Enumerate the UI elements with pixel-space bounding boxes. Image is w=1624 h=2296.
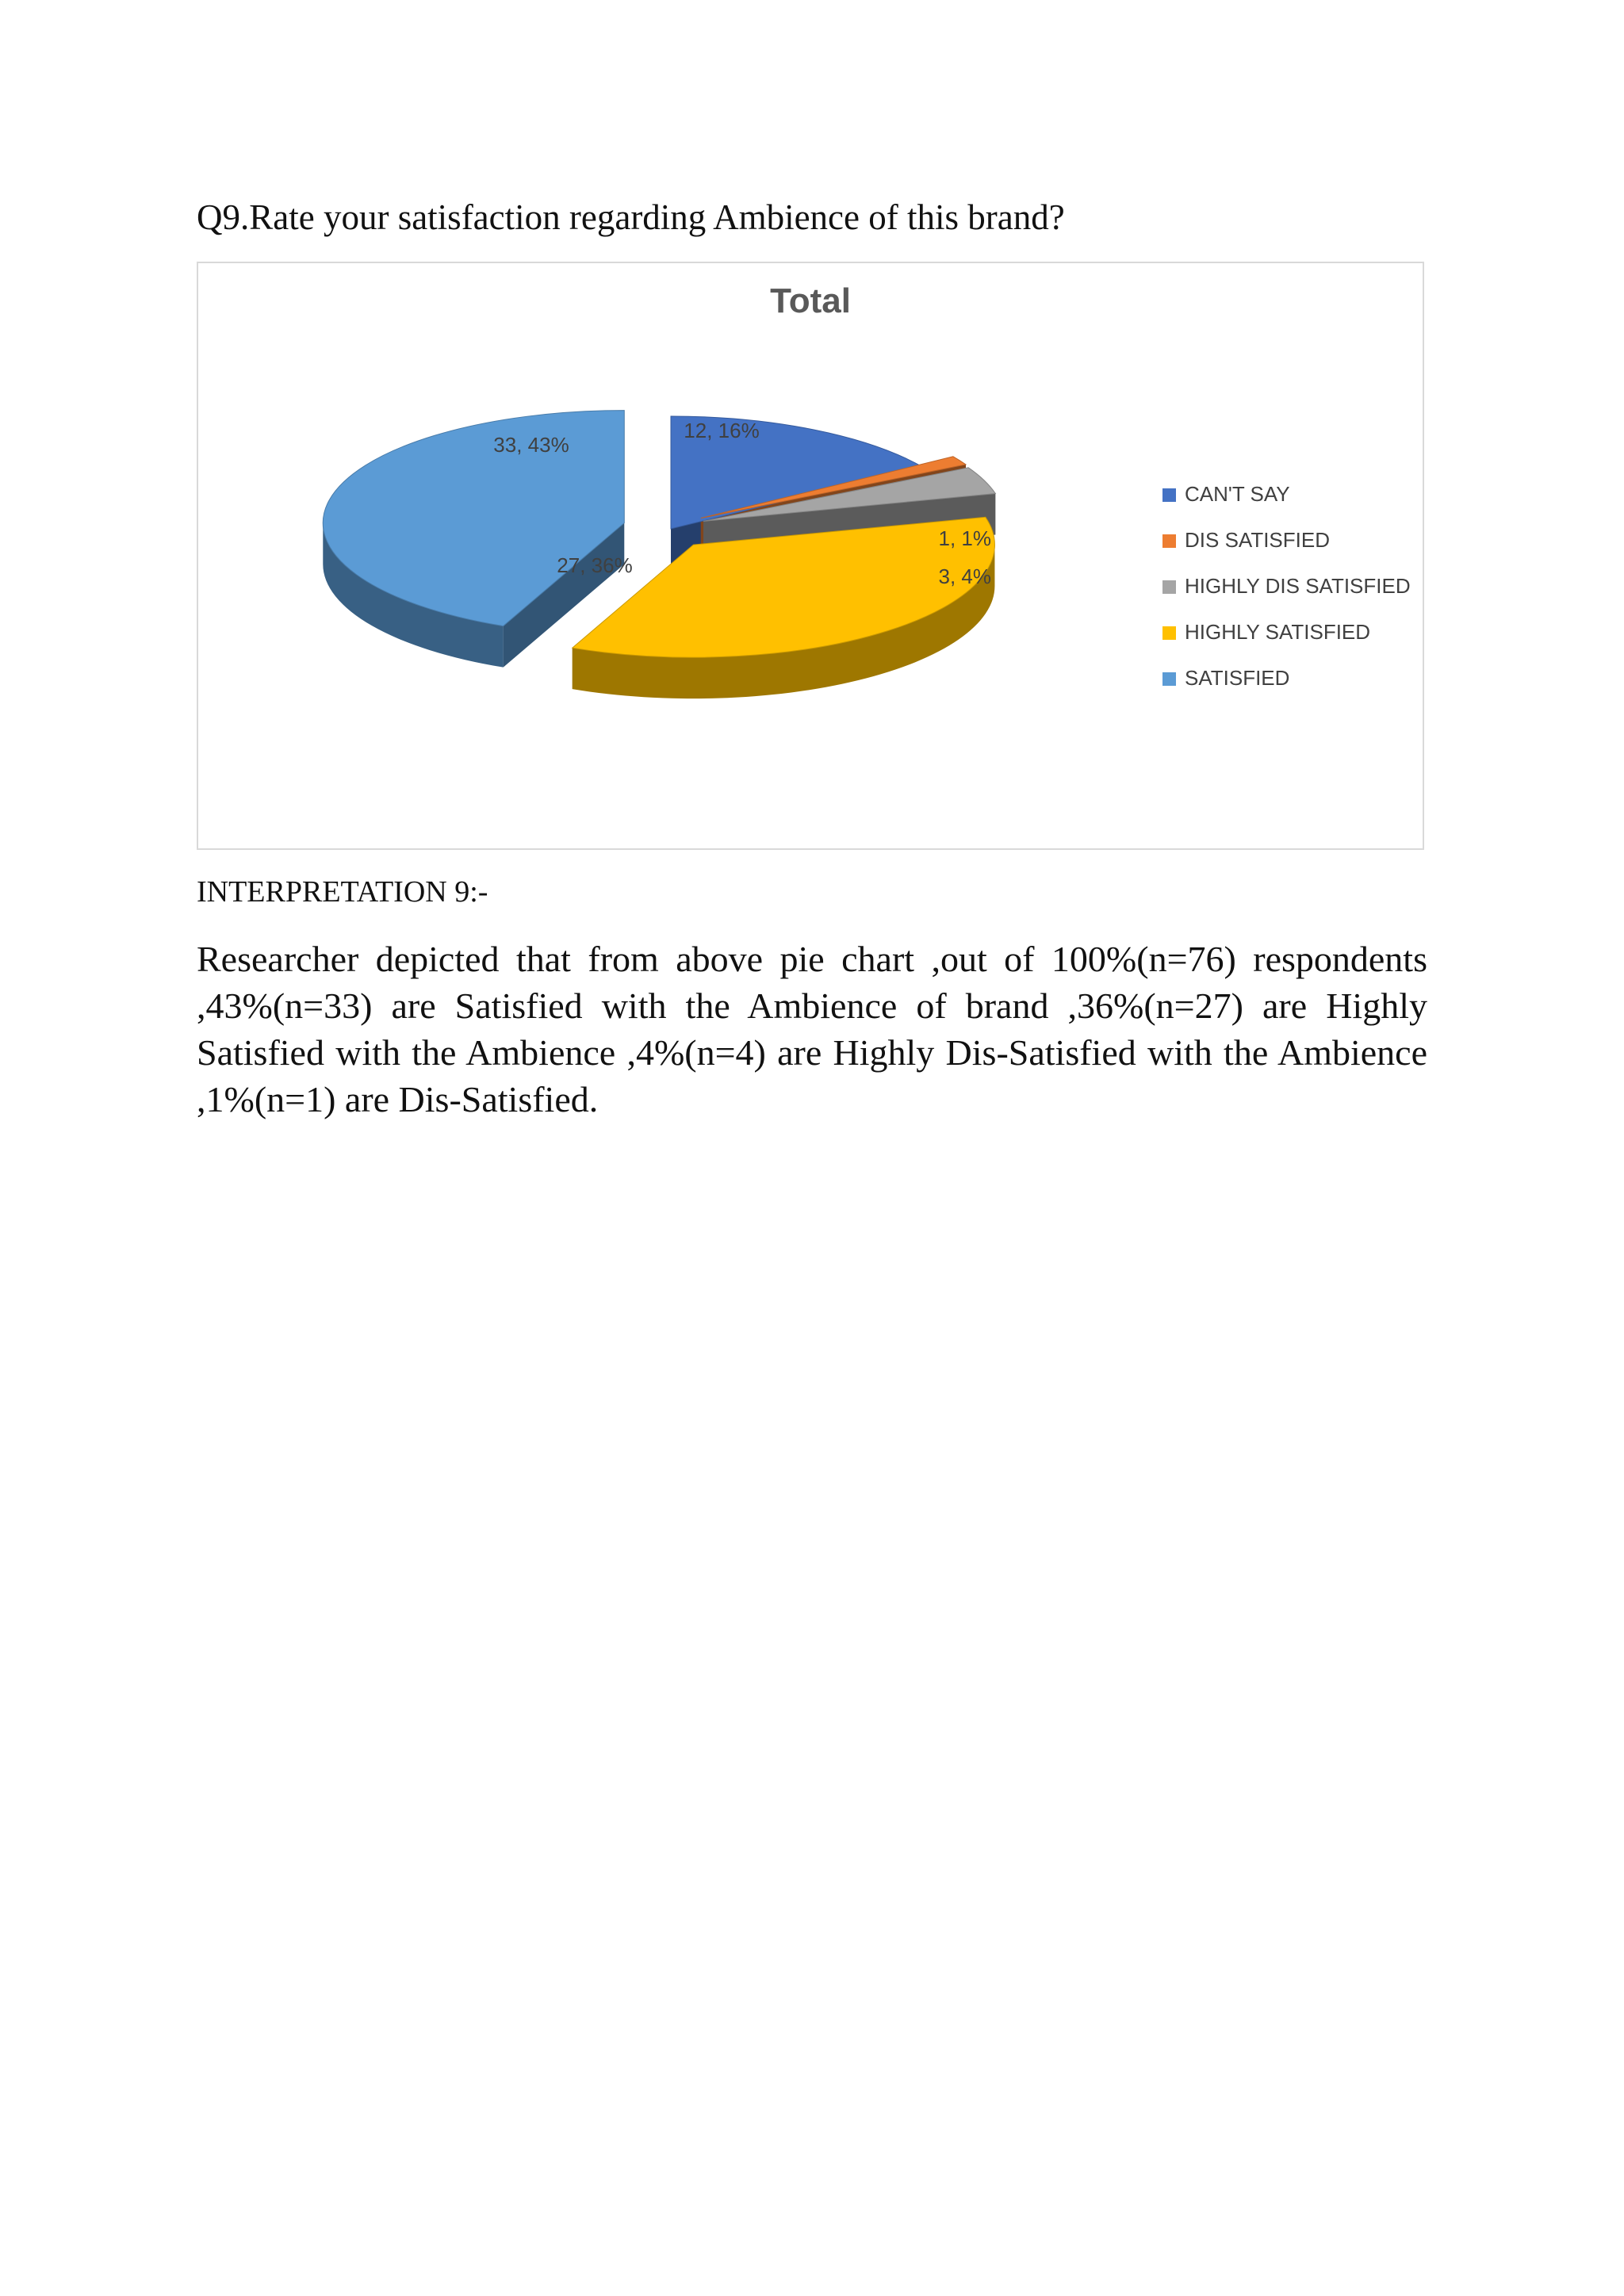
legend-swatch-0 (1162, 488, 1176, 502)
chart-title: Total (770, 281, 851, 320)
chart-legend (1162, 482, 1411, 690)
legend-label-3: HIGHLY SATISFIED (1185, 620, 1371, 644)
legend-swatch-2 (1162, 580, 1176, 594)
data-label-0: 12, 16% (684, 419, 760, 442)
legend-label-2: HIGHLY DIS SATISFIED (1185, 574, 1411, 598)
pie-chart-svg (198, 263, 1423, 848)
pie-slices (323, 411, 995, 699)
data-label-4: 33, 43% (493, 433, 569, 457)
legend-label-0: CAN'T SAY (1185, 482, 1290, 506)
interpretation-paragraph: Researcher depicted that from above pie chart ,out of 100%(n=76) respondents ,43%(n=33) are Satisfied with the Ambience of brand ,36%(n=27) are Highly Satisfied with the Ambience ,4%(n=4) are Highly Dis-Satisfied with the Ambience ,1%(n=1) are Dis-Satisfied. (197, 939, 1427, 1119)
legend-label-1: DIS SATISFIED (1185, 528, 1330, 552)
legend-swatch-1 (1162, 534, 1176, 548)
pie-chart (197, 262, 1424, 850)
interpretation-heading: INTERPRETATION 9:- (197, 875, 488, 909)
data-label-1: 1, 1% (938, 526, 991, 550)
data-label-2: 3, 4% (938, 564, 991, 588)
legend-label-4: SATISFIED (1185, 666, 1290, 690)
question-title: Q9.Rate your satisfaction regarding Ambience of this brand? (197, 197, 1065, 237)
data-label-3: 27, 36% (557, 553, 633, 577)
legend-swatch-4 (1162, 672, 1176, 686)
legend-swatch-3 (1162, 626, 1176, 640)
